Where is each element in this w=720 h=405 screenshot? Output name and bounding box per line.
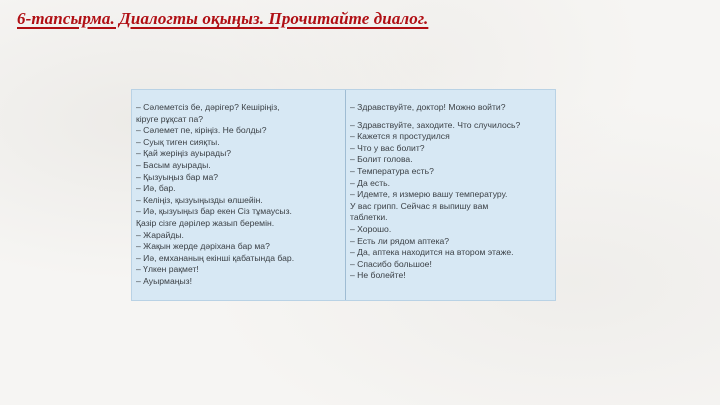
dialog-line: – Не болейте!: [350, 270, 406, 281]
dialog-line: – Иә, қызуыңыз бар екен Сіз тұмаусыз.: [136, 206, 292, 217]
dialog-line: – Да, аптека находится на втором этаже.: [350, 247, 514, 258]
dialog-line: – Сәлемет пе, кіріңіз. Не болды?: [136, 125, 267, 136]
dialog-line: – Температура есть?: [350, 165, 434, 176]
russian-dialog-column: [346, 90, 555, 300]
dialog-line: – Болит голова.: [350, 154, 413, 165]
dialog-line: – Что у вас болит?: [350, 142, 425, 153]
task-title: 6-тапсырма. Диалогты оқыңыз. Прочитайте диалог.: [17, 9, 429, 28]
dialog-line: – Здравствуйте, заходите. Что случилось?: [350, 119, 521, 130]
dialog-line: – Үлкен рақмет!: [136, 264, 199, 275]
dialog-line: – Здравствуйте, доктор! Можно войти?: [350, 102, 506, 112]
dialog-line: таблетки.: [350, 212, 388, 223]
dialog-line: – Хорошо.: [350, 223, 392, 234]
dialog-line: – Есть ли рядом аптека?: [350, 235, 450, 246]
dialog-line: – Ауырмаңыз!: [136, 275, 192, 286]
dialog-table: [131, 89, 556, 301]
dialog-line: – Келіңіз, қызуыңызды өлшейін.: [136, 194, 263, 205]
dialog-line: – Жарайды.: [136, 229, 184, 240]
dialog-line: – Иә, емхананың екінші қабатында бар.: [136, 252, 295, 263]
dialog-line: – Спасибо большое!: [350, 258, 432, 269]
dialog-line: – Иә, бар.: [136, 183, 176, 194]
dialog-line: У вас грипп. Сейчас я выпишу вам: [350, 200, 489, 211]
dialog-line: – Кажется я простудился: [350, 131, 450, 142]
dialog-line: – Басым ауырады.: [136, 159, 211, 170]
dialog-line: – Идемте, я измерю вашу температуру.: [350, 189, 508, 200]
dialog-line: – Да есть.: [350, 177, 391, 188]
dialog-line: – Жақын жерде дәріхана бар ма?: [136, 241, 270, 252]
kazakh-dialog-column: [132, 90, 345, 300]
dialog-line: – Суық тиген сияқты.: [136, 136, 220, 147]
dialog-line: – Қай жеріңіз ауырады?: [136, 148, 232, 159]
dialog-line: Қазір сізге дәрілер жазып беремін.: [136, 217, 275, 228]
dialog-line: – Сәлеметсіз бе, дәрігер? Кешіріңіз,: [136, 102, 280, 112]
dialog-line: кіруге рұқсат па?: [136, 113, 204, 124]
dialog-line: – Қызуыңыз бар ма?: [136, 171, 219, 182]
